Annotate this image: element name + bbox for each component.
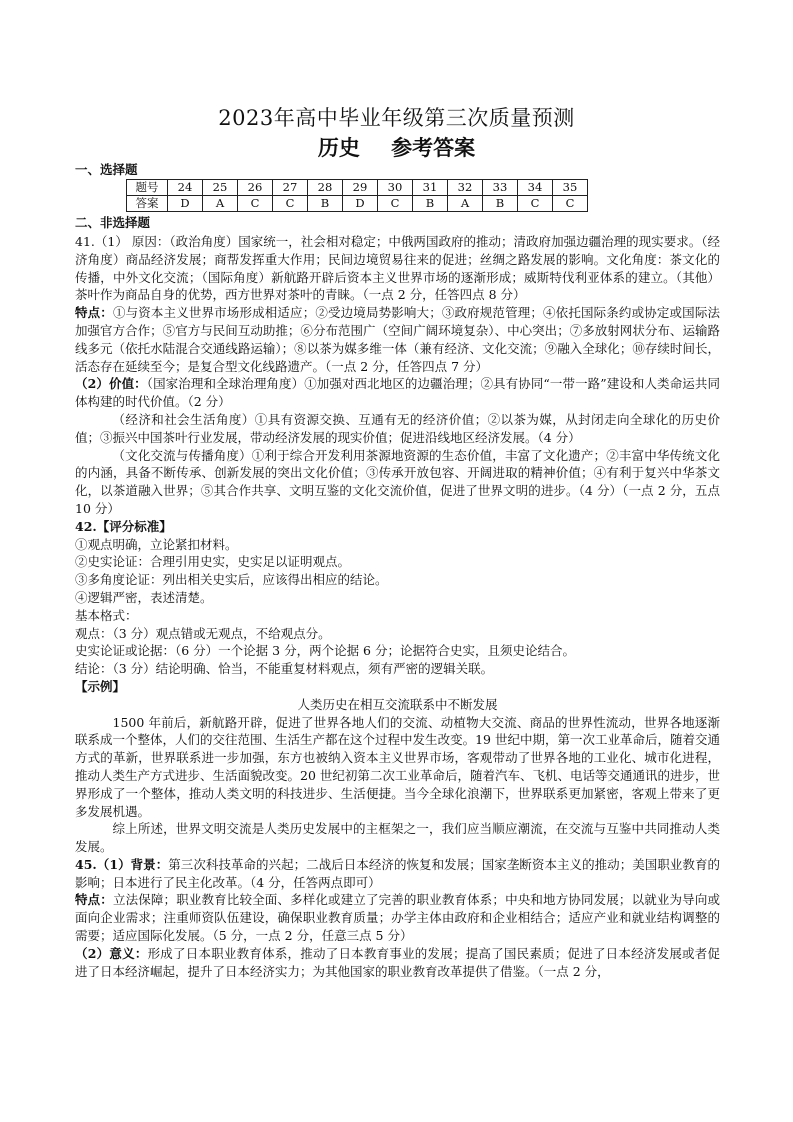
question-number: 28: [308, 180, 343, 196]
question-number: 25: [203, 180, 238, 196]
table-row-answers: [127, 196, 588, 212]
question-number: 33: [483, 180, 518, 196]
question-number: 24: [168, 180, 203, 196]
exam-title: 2023年高中毕业年级第三次质量预测: [218, 106, 575, 130]
question-number: 27: [273, 180, 308, 196]
answer-cell: C: [378, 196, 413, 212]
answer-cell: C: [238, 196, 273, 212]
q41-value-economic: （经济和社会生活角度）①具有资源交换、互通有无的经济价值；②以茶为媒，从封闭走向全球化的历史价值；③振兴中国茶叶行业发展，带动经济发展的现实价值；促进沿线地区经济发展。（4 分）: [75, 411, 720, 445]
answer-cell: D: [343, 196, 378, 212]
answer-cell: B: [308, 196, 343, 212]
answer-cell: B: [483, 196, 518, 212]
q42-criterion: ④逻辑严密，表述清楚。: [75, 589, 213, 605]
q42-example-label: 【示例】: [75, 678, 126, 694]
answer-cell: D: [168, 196, 203, 212]
question-number: 26: [238, 180, 273, 196]
question-number: 34: [518, 180, 553, 196]
table-row-numbers: [127, 180, 588, 196]
answer-key-label: 参考答案: [391, 135, 476, 160]
exam-subtitle: [0, 132, 793, 162]
q42-example-paragraph: 1500 年前后，新航路开辟，促进了世界各地人们的交流、动植物大交流、商品的世界性流动，世界各地逐渐联系成一个整体，人们的交往范围、生活生产都在这个过程中发生改变。19 世纪中期，第一次工业革命后，随着交通方式的革新，世界联系进一步加强，东方也被纳入资本主义世界市场，客观带动了世界各地的工业化、城市化进程，推动人类生产方式进步、生活面貌改变。20 世纪初第二次工业革命后，随着汽车、飞机、电话等交通通讯的进步，世界形成了一个整体，推动人类文明的科技进步、生活便捷。当今全球化浪潮下，世界联系更加紧密，客观上带来了更多发展机遇。: [75, 714, 720, 819]
background-label: 45.（1）背景：: [75, 856, 169, 872]
q42-format-line: 史实论证或论据：（6 分）一个论据 3 分，两个论据 6 分；论据符合史实，且须史论结合。: [75, 643, 575, 659]
q45-part1-background: 45.（1）背景：第三次科技革命的兴起；二战后日本经济的恢复和发展；国家垄断资本主义的推动；美国职业教育的影响；日本进行了民主化改革。（4 分，任答两点即可）: [75, 856, 720, 890]
answer-cell: B: [413, 196, 448, 212]
significance-label: （2）意义：: [75, 945, 148, 961]
q42-heading: 42.【评分标准】: [75, 518, 172, 534]
answer-cell: A: [448, 196, 483, 212]
answer-cell: C: [518, 196, 553, 212]
q41-features: 特点：①与资本主义世界市场形成相适应；②受边境局势影响大；③政府规范管理；④依托国际条约或协定或国际法加强官方合作；⑤官方与民间互动助推；⑥分布范围广（空间广阔环境复杂）、中心突出；⑦多放射网状分布、运输路线多元（依托水陆混合交通线路运输）；⑧以茶为媒多维一体（兼有经济、文化交流；⑨融入全球化；⑩存续时间长，活态存在延续至今；是复合型文化线路遗产。（一点 2 分，任答四点 7 分）: [75, 305, 720, 374]
answer-table: [126, 179, 588, 212]
q42-format-line: 结论：（3 分）结论明确、恰当，不能重复材料观点，须有严密的逻辑关联。: [75, 661, 494, 677]
q45-features: 特点：立法保障；职业教育比较全面、多样化或建立了完善的职业教育体系；中央和地方协同发展；以就业为导向或面向企业需求；注重师资队伍建设，确保职业教育质量；办学主体由政府和企业相结合；适应产业和就业结构调整的需要；适应国际化发展。（5 分，一点 2 分，任意三点 5 分）: [75, 892, 720, 944]
q41-value-cultural: （文化交流与传播角度）①利于综合开发利用茶源地资源的生态价值，丰富了文化遗产；②丰富中华传统文化的内涵，具备不断传承、创新发展的突出文化价值；③传承开放包容、开阔进取的精神价值；④有利于复兴中华茶文化，以茶道融入世界；⑤其合作共享、文明互鉴的文化交流价值，促进了世界文明的进步。（4 分）（一点 2 分，五点 10 分）: [75, 447, 720, 516]
q42-format-label: 基本格式：: [75, 607, 138, 623]
q42-criterion: ②史实论证：合理引用史实，史实足以证明观点。: [75, 554, 351, 570]
table-row-label: 题号: [127, 180, 168, 196]
q41-part2-value: （2）价值：（国家治理和全球治理角度）①加强对西北地区的边疆治理；②具有协同“一带一路”建设和人类命运共同体构建的时代价值。（2 分）: [75, 376, 720, 410]
answer-body: [75, 233, 720, 980]
section-open-questions-heading: 二、非选择题: [75, 215, 151, 230]
q42-criterion: ①观点明确，立论紧扣材料。: [75, 536, 238, 552]
question-number: 35: [553, 180, 588, 196]
q45-part2-significance: （2）意义：形成了日本职业教育体系，推动了日本教育事业的发展；提高了国民素质；促进了日本经济发展或者促进了日本经济崛起，提升了日本经济实力；为其他国家的职业教育改革提供了借鉴。（一点 2 分，: [75, 945, 720, 979]
features-label: 特点：: [75, 892, 113, 908]
section-multiple-choice-heading: 一、选择题: [75, 162, 138, 177]
q42-format-line: 观点：（3 分）观点错或无观点，不给观点分。: [75, 625, 331, 641]
answer-cell: C: [273, 196, 308, 212]
value-label: （2）价值：: [75, 376, 147, 392]
q41-part1-causes: 41.（1） 原因：（政治角度）国家统一，社会相对稳定；中俄两国政府的推动；清政府加强边疆治理的现实要求。（经济角度）商品经济发展；商帮发挥重大作用；民间边境贸易往来的促进；丝绸之路发展的影响。文化角度：茶文化的传播，中外文化交流；（国际角度）新航路开辟后资本主义世界市场的逐渐形成；威斯特伐利亚体系的建立。（其他）茶叶作为商品自身的优势，西方世界对茶叶的青睐。（一点 2 分，任答四点 8 分）: [75, 234, 720, 303]
table-row-label: 答案: [127, 196, 168, 212]
question-number: 32: [448, 180, 483, 196]
q42-criterion: ③多角度论证：列出相关史实后，应该得出相应的结论。: [75, 572, 388, 588]
answer-cell: C: [553, 196, 588, 212]
q42-example-title: 人类历史在相互交流联系中不断发展: [297, 696, 498, 712]
subject-label: 历史: [317, 135, 360, 160]
features-label: 特点：: [75, 305, 113, 321]
question-number: 30: [378, 180, 413, 196]
q42-example-conclusion: 综上所述，世界文明交流是人类历史发展中的主框架之一，我们应当顺应潮流，在交流与互鉴中共同推动人类发展。: [75, 821, 720, 855]
answer-cell: A: [203, 196, 238, 212]
question-number: 29: [343, 180, 378, 196]
question-number: 31: [413, 180, 448, 196]
